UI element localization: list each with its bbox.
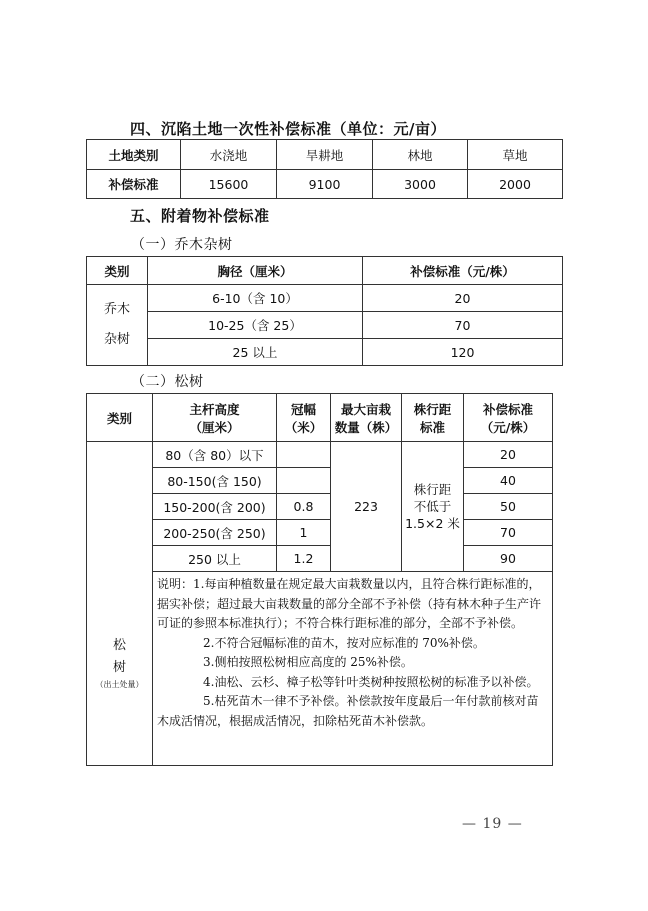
table-cell: 70 — [464, 520, 553, 546]
note-paragraph: 2.不符合冠幅标准的苗木，按对应标准的 70%补偿。 — [203, 635, 485, 650]
notes-cell — [153, 572, 553, 766]
header-line: 冠幅 — [290, 401, 316, 417]
table-cell: 3000 — [373, 170, 468, 199]
page-number: — 19 — — [462, 816, 523, 832]
header-line: 数量（株） — [334, 419, 398, 435]
table-cell — [277, 468, 331, 494]
table-cell: 6-10（含 10） — [148, 285, 363, 312]
table-cell: 80（含 80）以下 — [153, 442, 277, 468]
spacing-line: 1.5×2 米 — [405, 516, 460, 531]
sub1-title: （一）乔木杂树 — [131, 237, 233, 253]
table-cell: 80-150(含 150) — [153, 468, 277, 494]
table-header-cell — [331, 394, 402, 442]
table-cell: 25 以上 — [148, 339, 363, 366]
table-cell: 1 — [277, 520, 331, 546]
table-cell: 200-250(含 250) — [153, 520, 277, 546]
table-header-cell — [277, 394, 331, 442]
sub2-title: （二）松树 — [131, 374, 204, 390]
header-line: 补偿标准 — [482, 401, 533, 417]
table-cell: 1.2 — [277, 546, 331, 572]
table-cell: 10-25（含 25） — [148, 312, 363, 339]
table-header-cell: 旱耕地 — [277, 140, 373, 170]
table-header-cell — [464, 394, 553, 442]
header-line: （米） — [284, 419, 323, 435]
category-note: （出土处量） — [95, 679, 144, 689]
table-header-cell: 补偿标准（元/株） — [363, 257, 563, 285]
table-cell: 20 — [363, 285, 563, 312]
header-line: （厘米） — [189, 419, 240, 435]
header-line: 最大亩栽 — [340, 401, 391, 417]
table-cell: 9100 — [277, 170, 373, 199]
pine-compensation-table — [86, 393, 553, 766]
category-cell — [87, 285, 148, 366]
table-header-cell: 草地 — [468, 140, 563, 170]
table-cell: 20 — [464, 442, 553, 468]
max-count-cell: 223 — [331, 442, 402, 572]
note-paragraph: 5.枯死苗木一律不予补偿。补偿款按年度最后一年付款前核对苗木成活情况，根据成活情况，扣除枯死苗木补偿款。 — [157, 694, 539, 728]
land-compensation-table — [86, 139, 563, 199]
section4-title: 四、沉陷土地一次性补偿标准（单位：元/亩） — [130, 120, 446, 138]
tree-compensation-table — [86, 256, 563, 366]
table-cell: 150-200(含 200) — [153, 494, 277, 520]
table-header-cell: 林地 — [373, 140, 468, 170]
table-header-cell — [153, 394, 277, 442]
category-cell — [87, 442, 153, 766]
table-cell: 补偿标准 — [87, 170, 181, 199]
table-header-cell — [402, 394, 464, 442]
header-line: （元/株） — [480, 419, 536, 435]
table-cell: 70 — [363, 312, 563, 339]
table-cell — [277, 442, 331, 468]
table-cell: 250 以上 — [153, 546, 277, 572]
table-cell: 90 — [464, 546, 553, 572]
category-line: 松 — [112, 637, 126, 653]
header-line: 标准 — [419, 419, 445, 435]
table-cell: 120 — [363, 339, 563, 366]
category-line: 树 — [112, 659, 126, 675]
table-cell: 0.8 — [277, 494, 331, 520]
table-cell: 15600 — [181, 170, 277, 199]
spacing-cell — [402, 442, 464, 572]
spacing-line: 不低于 — [413, 499, 452, 514]
note-paragraph: 说明：1.每亩种植数量在规定最大亩栽数量以内，且符合株行距标准的，据实补偿；超过最大亩栽数量的部分全部不予补偿（持有林木种子生产许可证的参照本标准执行）；不符合株行距标准的部分，全部不予补偿。 — [157, 577, 542, 630]
category-line: 乔木 — [103, 302, 130, 317]
table-header-cell: 类别 — [87, 257, 148, 285]
note-paragraph: 4.油松、云杉、樟子松等针叶类树种按照松树的标准予以补偿。 — [203, 674, 539, 689]
category-line: 杂树 — [103, 332, 130, 347]
table-cell: 40 — [464, 468, 553, 494]
header-line: 主杆高度 — [189, 401, 240, 417]
spacing-line: 株行距 — [413, 482, 452, 497]
table-cell: 50 — [464, 494, 553, 520]
table-header-cell: 水浇地 — [181, 140, 277, 170]
table-cell: 2000 — [468, 170, 563, 199]
table-header-cell: 类别 — [87, 394, 153, 442]
section5-title: 五、附着物补偿标准 — [130, 207, 270, 225]
note-paragraph: 3.侧柏按照松树相应高度的 25%补偿。 — [203, 655, 413, 669]
header-line: 株行距 — [413, 401, 452, 417]
table-header-cell: 土地类别 — [87, 140, 181, 170]
table-header-cell: 胸径（厘米） — [148, 257, 363, 285]
